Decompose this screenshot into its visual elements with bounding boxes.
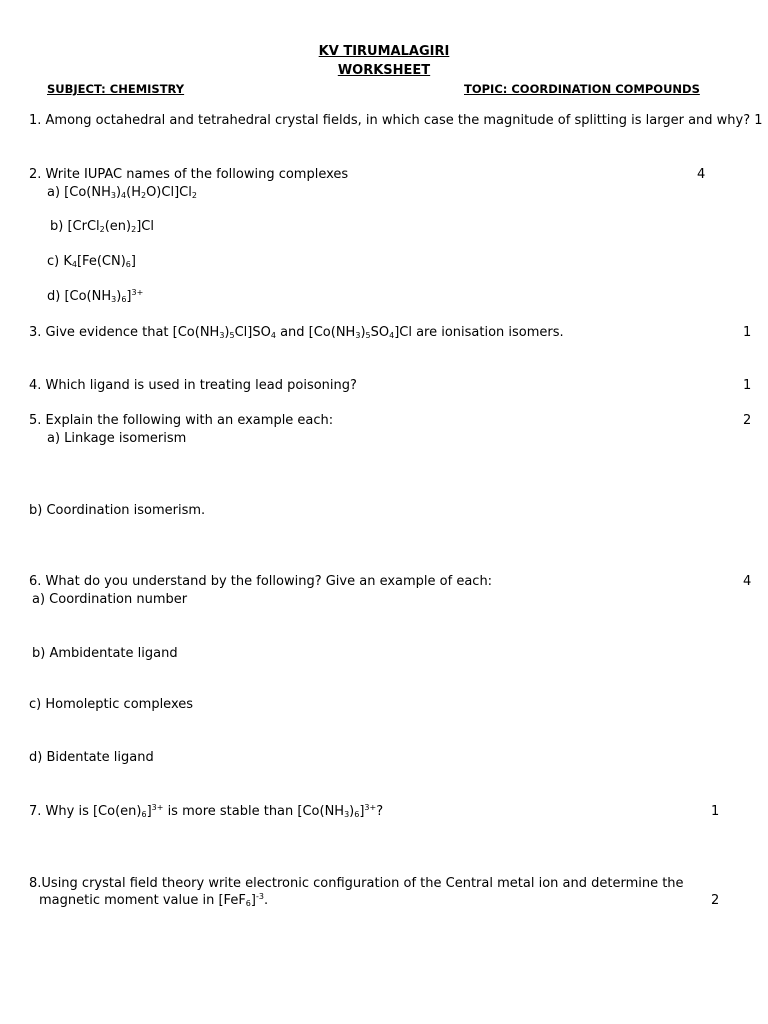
question-5-marks: 2	[743, 413, 752, 428]
question-6b: b) Ambidentate ligand	[32, 646, 178, 661]
question-8-line1: 8.Using crystal field theory write electronic configuration of the Central metal ion and determine the	[29, 876, 684, 891]
question-2d: d) $[Co(NH_3)_6]^{3+}$	[47, 288, 144, 304]
question-6-marks: 4	[743, 574, 752, 589]
question-6-text: 6. What do you understand by the following? Give an example of each:	[29, 574, 493, 589]
question-3-marks: 1	[743, 325, 752, 340]
school-name: KV TIRUMALAGIRI	[318, 44, 450, 59]
question-2b: b) $[CrCl_2(en)_2]Cl$	[50, 219, 154, 234]
question-6a: a) Coordination number	[32, 592, 188, 607]
question-1-text: 1. Among octahedral and tetrahedral crystal fields, in which case the magnitude of splitting is larger and why?	[29, 113, 751, 128]
question-2c: c) $K_4[Fe(CN)_6]$	[47, 254, 136, 269]
question-5-text: 5. Explain the following with an example each:	[29, 413, 334, 428]
question-1	[29, 113, 763, 129]
question-8-marks: 2	[711, 893, 720, 908]
question-2-marks: 4	[697, 167, 706, 182]
question-8-line2: magnetic moment value in $[FeF_6]^{-3}$.	[39, 892, 269, 908]
question-5a: a) Linkage isomerism	[47, 431, 187, 446]
question-3-text: 3. Give evidence that $[Co(NH_3)_5Cl]SO_4$ and $[Co(NH_3)_5SO_4]Cl$ are ionisation isomers.	[29, 325, 564, 340]
question-1-marks: 1	[754, 113, 763, 128]
question-4-text: 4. Which ligand is used in treating lead poisoning?	[29, 378, 357, 393]
question-4-marks: 1	[743, 378, 752, 393]
topic-label: TOPIC: COORDINATION COMPOUNDS	[464, 82, 700, 96]
question-7-text: 7. Why is $[Co(en)_6]^{3+}$ is more stable than $[Co(NH_3)_6]^{3+}$?	[29, 803, 384, 819]
question-2-text: 2. Write IUPAC names of the following complexes	[29, 167, 349, 182]
question-5b: b) Coordination isomerism.	[29, 503, 206, 518]
question-7-marks: 1	[711, 804, 720, 819]
question-6d: d) Bidentate ligand	[29, 750, 154, 765]
worksheet-title: WORKSHEET	[337, 63, 431, 78]
question-6c: c) Homoleptic complexes	[29, 697, 194, 712]
question-2a: a) $[Co(NH_3)_4(H_2O)Cl]Cl_2$	[47, 185, 197, 200]
subject-label: SUBJECT: CHEMISTRY	[47, 82, 185, 96]
